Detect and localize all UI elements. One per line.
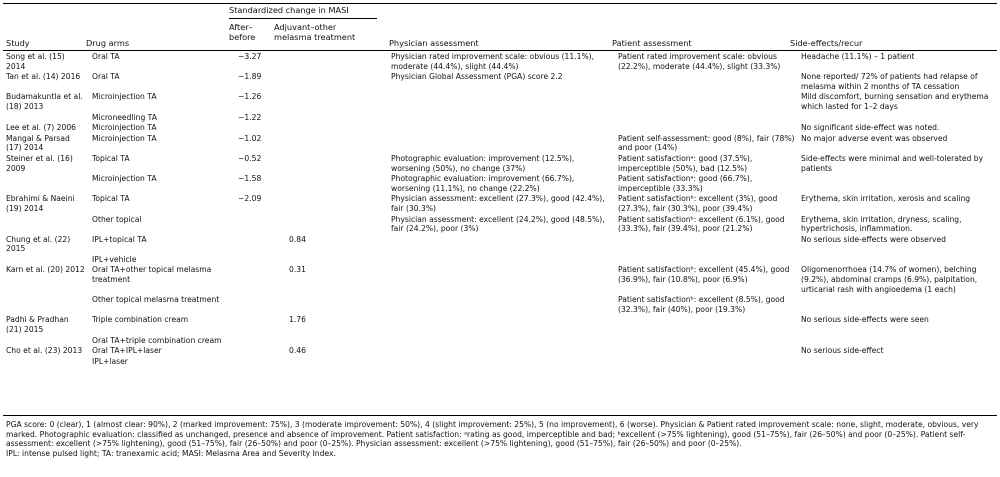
cell-study: Steiner et al. (16) 2009 (6, 153, 73, 173)
cell-after-before: −0.52 (238, 153, 262, 163)
cell-patient (615, 255, 798, 266)
table-row (3, 295, 1000, 315)
cell-study: Karn et al. (20) 2012 (6, 265, 85, 275)
cell-physician (388, 346, 615, 357)
cell-physician: Photographic evaluation: improvement (12.5%), worsening (50%), no change (37%) (391, 153, 575, 173)
cell-after-before (235, 123, 286, 134)
cell-physician (388, 92, 615, 112)
cell-physician: Physician assessment: excellent (27.3%), good (42.4%), fair (30.3%) (391, 194, 605, 213)
cell-drug-arm: Topical TA (92, 153, 130, 163)
cell-side-effects (798, 174, 1000, 194)
header-patient-assessment: Patient assessment (612, 38, 692, 48)
cell-patient: Patient rated improvement scale: obvious (22.2%), moderate (44.4%), slight (33.3%) (618, 52, 781, 71)
cell-after-before (235, 215, 286, 235)
top-rule (3, 3, 997, 4)
table-row (3, 123, 1000, 134)
cell-study (3, 295, 89, 315)
table-row (3, 357, 1000, 368)
cell-after-before: −3.27 (238, 52, 262, 61)
cell-physician (388, 315, 615, 335)
header-after-before: After– before (229, 22, 256, 42)
cell-adjuvant (286, 295, 388, 315)
cell-adjuvant (286, 92, 388, 112)
table-row (3, 52, 1000, 72)
footnotes (6, 420, 994, 458)
cell-adjuvant (286, 123, 388, 134)
cell-side-effects: Side-effects were minimal and well-tolerated by patients (801, 153, 984, 173)
cell-patient: Patient self-assessment: good (8%), fair (78%) and poor (14%) (618, 133, 795, 153)
cell-drug-arm: Oral TA (92, 52, 120, 61)
cell-patient: Patient satisfactionᵇ: excellent (3%), good (27.3%), fair (30.3%), poor (39.4%) (618, 194, 778, 213)
table-row (3, 215, 1000, 235)
cell-patient (615, 235, 798, 255)
cell-physician (388, 113, 615, 124)
cell-patient (615, 357, 798, 368)
cell-side-effects: No significant side-effect was noted. (801, 123, 940, 133)
cell-after-before: −1.22 (238, 112, 262, 122)
table-row (3, 336, 1000, 347)
table-row (3, 265, 1000, 295)
cell-study (3, 357, 89, 368)
cell-drug-arm: Microinjection TA (92, 133, 157, 143)
cell-study (3, 113, 89, 124)
cell-study (3, 336, 89, 347)
cell-adjuvant (286, 134, 388, 154)
cell-side-effects: Oligomenorrhoea (14.7% of women), belching (9.2%), abdominal cramps (6.9%), palpitation, urticarial rash with angioedema (1 each) (801, 265, 978, 294)
header-adjuvant: Adjuvant–other melasma treatment (274, 22, 356, 42)
table-row (3, 113, 1000, 124)
cell-after-before (235, 346, 286, 357)
cell-drug-arm: Topical TA (92, 194, 130, 204)
cell-patient: Patient satisfactionᵃ: good (37.5%), imperceptible (50%), bad (12.5%) (618, 153, 753, 173)
cell-study: Budamakuntla et al. (18) 2013 (6, 92, 83, 111)
cell-adjuvant: 0.84 (289, 234, 306, 244)
cell-after-before: −1.89 (238, 72, 262, 82)
cell-after-before (235, 295, 286, 315)
cell-drug-arm: Other topical (92, 214, 142, 224)
cell-patient (615, 72, 798, 92)
cell-adjuvant (286, 72, 388, 92)
cell-drug-arm: Triple combination cream (92, 315, 189, 325)
cell-drug-arm: IPL+topical TA (92, 234, 147, 244)
cell-drug-arm: Oral TA+other topical melasma treatment (92, 265, 212, 285)
cell-after-before: −1.26 (238, 92, 262, 102)
cell-drug-arm: Microinjection TA (92, 123, 157, 133)
cell-adjuvant (286, 194, 388, 214)
cell-patient (615, 123, 798, 134)
cell-physician: Physician assessment: excellent (24.2%), good (48.5%), fair (24.2%), poor (3%) (391, 214, 605, 234)
cell-drug-arm: Other topical melasma treatment (92, 295, 220, 305)
cell-adjuvant (286, 174, 388, 194)
cell-side-effects: No serious side-effect (801, 346, 884, 356)
cell-after-before: −1.58 (238, 174, 262, 184)
cell-study: Cho et al. (23) 2013 (6, 346, 83, 356)
cell-patient (615, 346, 798, 357)
cell-patient (615, 336, 798, 347)
table-row (3, 154, 1000, 174)
cell-after-before (235, 357, 286, 368)
header-drug-arms: Drug arms (86, 38, 130, 48)
cell-drug-arm: Microinjection TA (92, 174, 157, 184)
cell-drug-arm: Microneedling TA (92, 112, 157, 122)
cell-adjuvant (286, 357, 388, 368)
cell-after-before: −1.02 (238, 133, 262, 143)
cell-after-before (235, 235, 286, 255)
cell-study: Lee et al. (7) 2006 (6, 123, 77, 133)
cell-patient (615, 113, 798, 124)
cell-side-effects (798, 336, 1000, 347)
cell-study (3, 255, 89, 266)
cell-after-before (235, 336, 286, 347)
table-row (3, 255, 1000, 266)
cell-patient: Patient satisfactionᵃ: good (66.7%), imperceptible (33.3%) (618, 174, 753, 193)
footnote-scales: PGA score: 0 (clear), 1 (almost clear: 90%), 2 (marked improvement: 75%), 3 (moderate improvement: 50%), 4 (slight improvement: 25%), 5 (no improvement), 6 (worse). Physician & Patient rated improvement scale: none, slight, moderate, obvious, very marked. Photographic evaluation: classified as unchanged, presence and absence of improvement. Patient satisfaction: ᵃrating as good, imperceptible and bad; ᵇexcellent (>75% lightening), good (51–75%), fair (26–50%) and poor (0–25%). Patient self-assessment: excellent (>75% lightening), good (51–75%), fair (26–50%) and poor (0–25%). Physician assessment: excellent (>75% lightening), good (51–75%), fair (26–50%) and poor (0–25%). (6, 420, 979, 449)
cell-side-effects: Mild discomfort, burning sensation and erythema which lasted for 1–2 days (801, 92, 989, 111)
cell-side-effects (798, 357, 1000, 368)
cell-physician: Physician Global Assessment (PGA) score 2.2 (391, 72, 563, 82)
table-row (3, 194, 1000, 214)
table-row (3, 235, 1000, 255)
cell-study: Mangal & Parsad (17) 2014 (6, 133, 70, 153)
header-group-masi: Standardized change in MASI (229, 5, 349, 15)
cell-adjuvant (286, 255, 388, 266)
cell-study: Chung et al. (22) 2015 (6, 234, 71, 254)
cell-side-effects: Erythema, skin irritation, dryness, scaling, hypertrichosis, inflammation. (801, 214, 962, 234)
cell-physician (388, 357, 615, 368)
header-physician-assessment: Physician assessment (389, 38, 479, 48)
data-table (3, 52, 1000, 367)
cell-side-effects (798, 295, 1000, 315)
cell-adjuvant (286, 154, 388, 174)
cell-study (3, 174, 89, 194)
cell-after-before: −2.09 (238, 194, 262, 204)
cell-after-before (235, 255, 286, 266)
cell-patient (615, 92, 798, 112)
cell-adjuvant (286, 52, 388, 72)
cell-side-effects: Headache (11.1%) – 1 patient (801, 52, 915, 61)
cell-physician (388, 235, 615, 255)
cell-physician (388, 295, 615, 315)
cell-study: Padhi & Pradhan (21) 2015 (6, 315, 69, 335)
cell-after-before (235, 265, 286, 295)
table-row (3, 315, 1000, 335)
footnote-abbreviations: IPL: intense pulsed light; TA: tranexamic acid; MASI: Melasma Area and Severity Index. (6, 448, 336, 458)
cell-physician (388, 336, 615, 347)
cell-physician (388, 255, 615, 266)
bottom-rule (3, 415, 997, 416)
cell-study (3, 215, 89, 235)
cell-adjuvant (286, 215, 388, 235)
cell-side-effects: No serious side-effects were seen (801, 315, 929, 325)
cell-physician (388, 134, 615, 154)
cell-physician (388, 265, 615, 295)
table-row (3, 134, 1000, 154)
cell-after-before (235, 315, 286, 335)
cell-patient: Patient satisfactionᵇ: excellent (45.4%), good (36.9%), fair (10.8%), poor (6.9%) (618, 265, 790, 285)
table-row (3, 92, 1000, 112)
cell-drug-arm: Oral TA+IPL+laser (92, 346, 162, 356)
cell-physician: Physician rated improvement scale: obvious (11.1%), moderate (44.4%), slight (44.4%) (391, 52, 595, 71)
cell-physician (388, 123, 615, 134)
header-study: Study (6, 38, 30, 48)
cell-drug-arm: IPL+laser (92, 356, 128, 366)
cell-side-effects: No serious side-effects were observed (801, 234, 946, 244)
cell-adjuvant (286, 336, 388, 347)
cell-side-effects (798, 113, 1000, 124)
cell-side-effects: Erythema, skin irritation, xerosis and scaling (801, 194, 971, 204)
cell-patient: Patient satisfactionᵇ: excellent (6.1%), good (33.3%), fair (39.4%), poor (21.2%) (618, 214, 785, 234)
header-group-rule (229, 18, 377, 19)
cell-study: Tan et al. (14) 2016 (6, 72, 81, 82)
header-side-effects: Side-effects/recur (790, 38, 863, 48)
cell-drug-arm: Microinjection TA (92, 92, 157, 102)
cell-adjuvant: 1.76 (289, 315, 306, 325)
cell-adjuvant (286, 113, 388, 124)
cell-study: Song et al. (15) 2014 (6, 52, 65, 71)
cell-drug-arm: Oral TA (92, 72, 120, 82)
cell-adjuvant: 0.31 (289, 265, 306, 275)
cell-drug-arm: Oral TA+triple combination cream (92, 335, 222, 345)
cell-patient: Patient satisfactionᵇ: excellent (8.5%), good (32.3%), fair (40%), poor (19.3%) (618, 295, 785, 314)
cell-adjuvant: 0.46 (289, 346, 306, 356)
cell-study: Ebrahimi & Naeini (19) 2014 (6, 194, 75, 213)
table-row (3, 174, 1000, 194)
cell-patient (615, 315, 798, 335)
cell-physician: Photographic evaluation: improvement (66.7%), worsening (11.1%), no change (22.2%) (391, 174, 575, 193)
cell-side-effects (798, 255, 1000, 266)
table-row (3, 72, 1000, 92)
cell-side-effects: No major adverse event was observed (801, 133, 948, 143)
cell-drug-arm: IPL+vehicle (92, 254, 137, 264)
cell-side-effects: None reported/ 72% of patients had relapse of melasma within 2 months of TA cessation (801, 72, 978, 91)
table-row (3, 346, 1000, 357)
header-rule (3, 50, 997, 51)
